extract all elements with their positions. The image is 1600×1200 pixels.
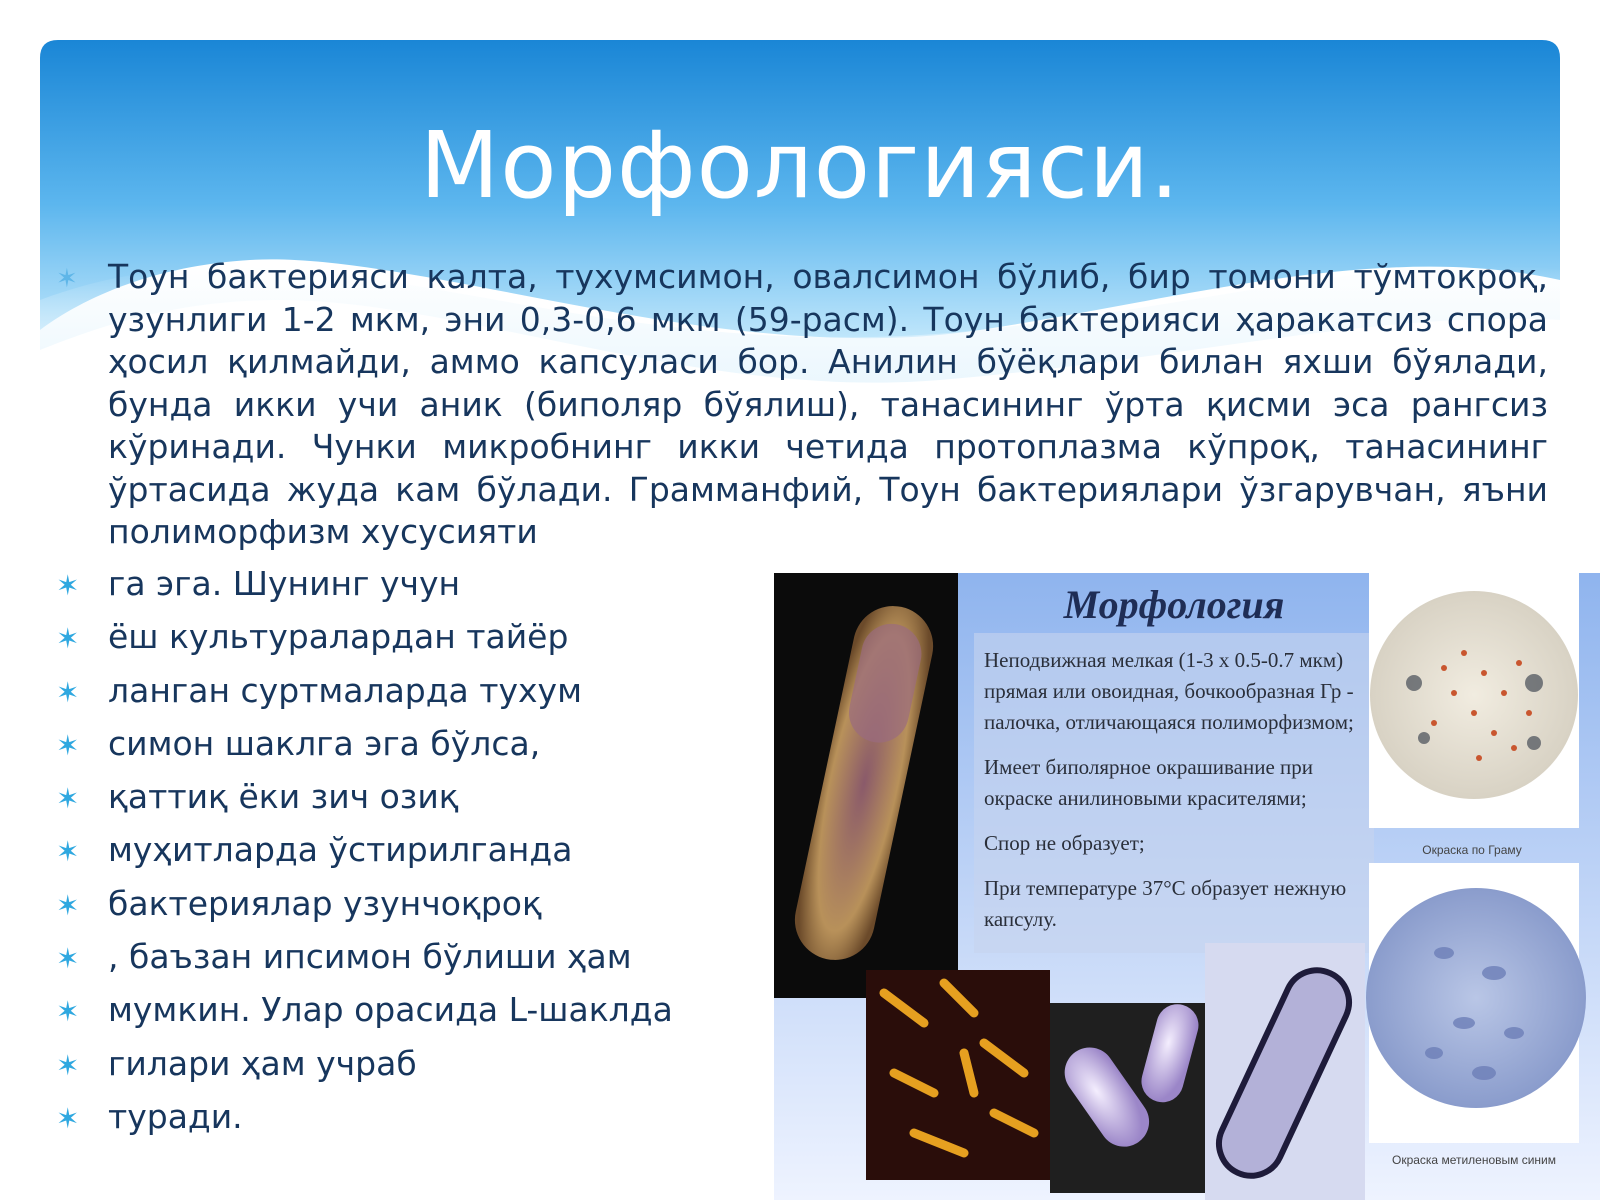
list-item-text: гилари ҳам учраб — [108, 1043, 417, 1083]
figure-text — [984, 645, 1374, 949]
list-item-text: ланган суртмаларда тухум — [108, 670, 582, 710]
list-item — [56, 777, 673, 830]
star-bullet-icon: ✶ — [56, 782, 80, 816]
list-item — [56, 671, 673, 724]
star-bullet-icon: ✶ — [56, 835, 80, 869]
list-item-text: қаттиқ ёки зич озиқ — [108, 777, 459, 817]
star-bullet-icon: ✶ — [56, 1101, 80, 1135]
star-bullet-icon: ✶ — [56, 264, 78, 294]
bullet-list — [56, 564, 673, 1150]
star-bullet-icon: ✶ — [56, 995, 80, 1029]
caption-methylene: Окраска метиленовым синим — [1391, 1153, 1557, 1167]
list-item — [56, 884, 673, 937]
star-bullet-icon: ✶ — [56, 728, 80, 762]
list-item — [56, 990, 673, 1043]
list-item — [56, 1097, 673, 1150]
list-item — [56, 830, 673, 883]
star-bullet-icon: ✶ — [56, 1048, 80, 1082]
star-bullet-icon: ✶ — [56, 888, 80, 922]
slide-title: Морфологияси. — [419, 112, 1181, 219]
star-bullet-icon: ✶ — [56, 569, 80, 602]
main-paragraph: Тоун бактерияси калта, тухумсимон, овалсимон бўлиб, бир томони тўмтокроқ, узунлиги 1-2 мкм, эни 0,3-0,6 мкм (59-расм). Тоун бактерияси ҳаракатсиз спора ҳосил қилмайди, аммо капсуласи бор. Анилин бўёқлари билан яхши бўялади, бунда икки учи аник (биполяр бўялиш), танасининг ўрта қисми эса рангсиз кўринади. Чунки микробнинг икки четида протоплазма кўпроқ, танасининг ўртасида жуда кам бўлади. Грамманфий, Тоун бактериялари ўзгарувчан, яъни полиморфизм хусусияти — [108, 257, 1548, 551]
list-item-text: бактериялар узунчоқроқ — [108, 883, 542, 923]
figure-title: Морфология — [1063, 582, 1285, 627]
star-bullet-icon: ✶ — [56, 675, 80, 709]
list-item-text: муҳитларда ўстирилганда — [108, 830, 573, 870]
list-item — [56, 1044, 673, 1097]
list-item-text: ёш культуралардан тайёр — [108, 617, 569, 657]
list-item — [56, 617, 673, 670]
star-bullet-icon: ✶ — [56, 622, 80, 656]
caption-gram: Окраска по Граму — [1422, 843, 1522, 857]
figure-line: При температуре 37°С образует нежную капсулу. — [984, 876, 1347, 931]
figure-line: Неподвижная мелкая (1-3 х 0.5-0.7 мкм) прямая или овоидная, бочкообразная Гр - палочка, отличающаяся полиморфизмом; — [984, 648, 1354, 734]
star-bullet-icon: ✶ — [56, 942, 80, 976]
figure-line: Спор не образует; — [984, 831, 1145, 855]
list-item — [56, 937, 673, 990]
list-item-text: га эга. Шунинг учун — [108, 564, 461, 603]
morphology-figure — [774, 573, 1600, 1200]
list-item-text: , баъзан ипсимон бўлиши ҳам — [108, 937, 632, 977]
list-item-text: туради. — [108, 1096, 243, 1136]
figure-line: Имеет биполярное окрашивание при окраске анилиновыми красителями; — [984, 755, 1314, 810]
list-item-text: мумкин. Улар орасида L-шаклда — [108, 990, 673, 1030]
list-item — [56, 724, 673, 777]
list-item-text: симон шаклга эга бўлса, — [108, 723, 541, 763]
list-item — [56, 564, 673, 617]
